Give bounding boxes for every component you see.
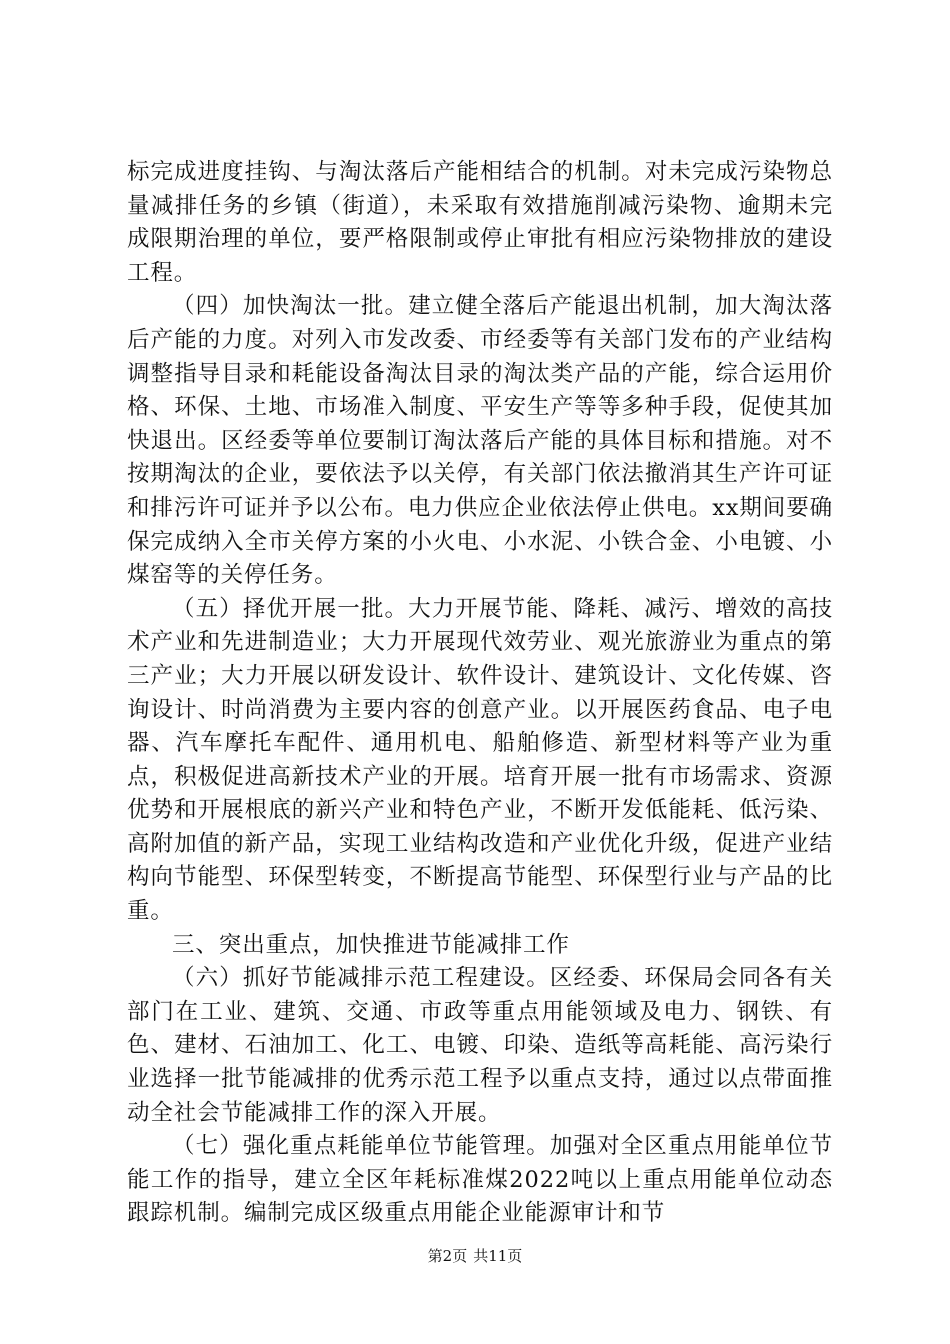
paragraph-item-7: （七）强化重点耗能单位节能管理。加强对全区重点用能单位节能工作的指导，建立全区年耗标准煤2022吨以上重点用能单位动态跟踪机制。编制完成区级重点用能企业能源审计和节 [127,1133,833,1227]
section-heading-3: 三、突出重点，加快推进节能减排工作 [172,931,570,958]
paragraph-item-5: （五）择优开展一批。大力开展节能、降耗、减污、增效的高技术产业和先进制造业；大力开展现代效劳业、观光旅游业为重点的第三产业；大力开展以研发设计、软件设计、建筑设计、文化传媒、咨询设计、时尚消费为主要内容的创意产业。以开展医药食品、电子电器、汽车摩托车配件、通用机电、船舶修造、新型材料等产业为重点，积极促进高新技术产业的开展。培育开展一批有市场需求、资源优势和开展根底的新兴产业和特色产业，不断开发低能耗、低污染、高附加值的新产品，实现工业结构改造和产业优化升级，促进产业结构向节能型、环保型转变，不断提高节能型、环保型行业与产品的比重。 [127,595,833,925]
document-body [127,156,833,1231]
page-footer [0,1246,950,1266]
page-number: 第2页 [427,1247,468,1265]
page-total: 共11页 [473,1247,523,1265]
paragraph-item-6: （六）抓好节能减排示范工程建设。区经委、环保局会同各有关部门在工业、建筑、交通、市政等重点用能领域及电力、钢铁、有色、建材、石油加工、化工、电镀、印染、造纸等高耗能、高污染行业选择一批节能减排的优秀示范工程予以重点支持，通过以点带面推动全社会节能减排工作的深入开展。 [127,965,833,1126]
paragraph-continuation: 标完成进度挂钩、与淘汰落后产能相结合的机制。对未完成污染物总量减排任务的乡镇（街道），未采取有效措施削减污染物、逾期未完成限期治理的单位，要严格限制或停止审批有相应污染物排放的建设工程。 [127,159,833,286]
paragraph-item-4: （四）加快淘汰一批。建立健全落后产能退出机制，加大淘汰落后产能的力度。对列入市发改委、市经委等有关部门发布的产业结构调整指导目录和耗能设备淘汰目录的淘汰类产品的产能，综合运用价格、环保、土地、市场准入制度、平安生产等等多种手段，促使其加快退出。区经委等单位要制订淘汰落后产能的具体目标和措施。对不按期淘汰的企业，要依法予以关停，有关部门依法撤消其生产许可证和排污许可证并予以公布。电力供应企业依法停止供电。xx期间要确保完成纳入全市关停方案的小火电、小水泥、小铁合金、小电镀、小煤窑等的关停任务。 [127,293,833,589]
